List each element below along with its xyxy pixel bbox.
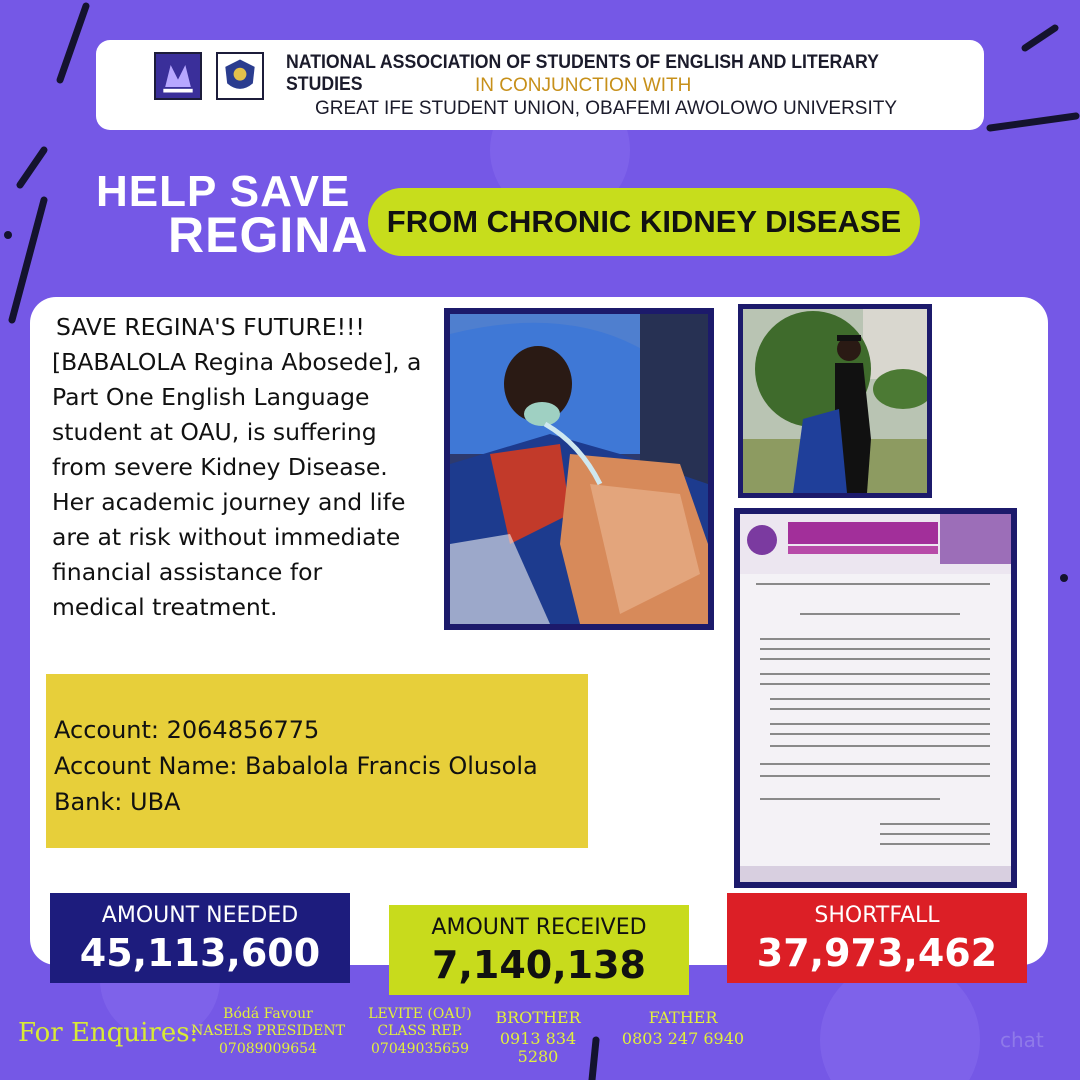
oau-crest-logo [216,52,264,100]
contact-president [188,1006,348,1058]
header-conjunction: IN CONJUNCTION WITH [475,75,692,96]
header-banner [96,40,984,130]
graduation-photo [738,304,932,498]
watermark-text: chat [1000,1028,1044,1052]
header-union: GREAT IFE STUDENT UNION, OBAFEMI AWOLOWO UNIVERSITY [315,98,898,119]
contact-phone[interactable]: 07089009654 [219,1041,317,1057]
account-name: Account Name: Babalola Francis Olusola [54,752,538,780]
contact-name: LEVITE (OAU) [368,1006,472,1022]
title-help-save: HELP SAVE [96,167,351,216]
amount-needed-box [50,893,350,983]
header-association: NATIONAL ASSOCIATION OF STUDENTS OF ENGLISH AND LITERARY STUDIES [286,52,879,95]
contact-phone[interactable]: 0803 247 6940 [621,1029,745,1048]
account-details-box [46,674,588,848]
contact-role: CLASS REP. [377,1023,463,1039]
hospital-photo [444,308,714,630]
contact-brother [483,1009,593,1066]
account-number: Account: 2064856775 [54,716,320,744]
amount-received-label: AMOUNT RECEIVED [431,915,647,940]
title-regina: REGINA [168,207,369,263]
hospital-letter [734,508,1017,888]
title-disease-pill: FROM CHRONIC KIDNEY DISEASE [368,188,920,256]
contact-class-rep [355,1006,485,1058]
shortfall-value: 37,973,462 [756,931,998,975]
amount-needed-value: 45,113,600 [79,931,321,975]
story-body: [BABALOLA Regina Abosede], a Part One English Language student at OAU, is suffering from severe Kidney Disease. Her academic journey and life are at risk without immediate financial assistance for medical treatment. [52,348,422,621]
shortfall-label: SHORTFALL [814,903,940,928]
contact-phone[interactable]: 0913 834 5280 [499,1029,577,1066]
contact-name: Bódá Favour [223,1006,313,1022]
shortfall-box [727,893,1027,983]
account-bank: Bank: UBA [54,788,181,816]
contact-name: FATHER [648,1008,718,1027]
amount-received-box [389,905,689,995]
contact-role: NASELS PRESIDENT [191,1023,345,1039]
contact-father [618,1009,748,1048]
contact-phone[interactable]: 07049035659 [371,1041,469,1057]
amount-needed-label: AMOUNT NEEDED [101,903,299,928]
story-heading: SAVE REGINA'S FUTURE!!! [56,313,365,341]
contact-name: BROTHER [495,1008,581,1027]
nasels-logo [154,52,202,100]
amount-received-value: 7,140,138 [432,943,646,987]
enquiries-label: For Enquires: [18,1018,199,1048]
story-text [52,310,422,625]
